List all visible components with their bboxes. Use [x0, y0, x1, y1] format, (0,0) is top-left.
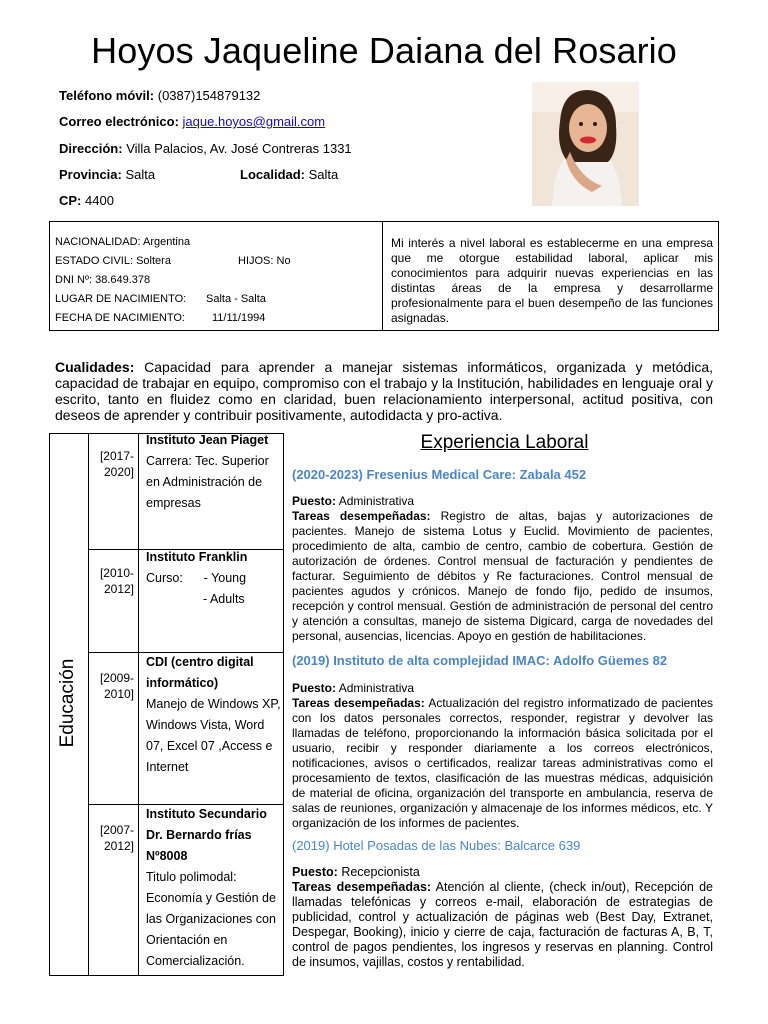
page-title: Hoyos Jaqueline Daiana del Rosario	[91, 30, 677, 71]
edu-entry	[146, 547, 281, 610]
edu-entry	[146, 804, 281, 972]
profile-photo	[532, 82, 639, 206]
nationality: NACIONALIDAD: Argentina	[55, 236, 191, 248]
post-value: Administrativa	[338, 494, 415, 508]
province-label: Provincia:	[59, 167, 122, 182]
edu-years: [2017- 2020]	[99, 449, 134, 479]
post-label: Puesto:	[292, 865, 338, 879]
edu-years: [2007- 2012]	[99, 823, 134, 853]
cp-line	[59, 193, 114, 208]
province-value: Salta	[125, 167, 156, 182]
box-divider	[382, 222, 383, 330]
education-table	[49, 433, 284, 976]
edu-institution: Instituto Franklin	[146, 550, 248, 564]
post-label: Puesto:	[292, 494, 337, 508]
birthplace-label: LUGAR DE NACIMIENTO:	[55, 293, 187, 305]
locality-value: Salta	[308, 167, 339, 182]
edu-detail: Carrera: Tec. Superior en Administración de empresas	[146, 454, 269, 510]
edu-years: [2009- 2010]	[99, 671, 134, 701]
locality-label: Localidad:	[240, 167, 306, 182]
phone-line	[59, 88, 260, 103]
tasks-label: Tareas desempeñadas:	[292, 509, 431, 523]
experience-title: Experiencia Laboral	[420, 432, 589, 453]
email-line	[59, 114, 325, 129]
birthdate-label: FECHA DE NACIMIENTO:	[55, 312, 185, 324]
tasks-text: Registro de altas, bajas y autorizaciones de pacientes. Manejo de sistema Lotus y Euclid. Movimiento de pacientes, procedimiento de alta, cambio de centro, cambio de cobertura. Gestión de autorización de órdenes. Control mensual de facturación y pendientes de facturar. Seguimiento de débitos y Re facturaciones. Control mensual de pacientes agudos y crónicos. Manejo de fondo fijo, pedido de insumos, recepción y control mensual. Gestión de administración de personal del centro y atención a consultas, manejo de sistema Digicard, carga de novedades del personal, ausencias, licencias. Apoyo en gestión de habilitaciones.	[292, 509, 713, 643]
post-value: Recepcionista	[341, 865, 420, 879]
civil-status: ESTADO CIVIL: Soltera	[55, 255, 171, 267]
tasks-label: Tareas desempeñadas:	[292, 880, 432, 894]
job-details	[292, 681, 713, 831]
phone-value: (0387)154879132	[157, 88, 261, 103]
tasks-text: Atención al cliente, (check in/out), Recepción de llamadas telefónicas y correos e-mail, elaboración de estrategias de publicidad, control y actualización de páginas web (Best Day, Extranet, Despegar, Booking), inicio y cierre de caja, facturación de facturas A, B, T, control de pagos pendientes, los ingresos y reservas en planning. Control de insumos, vajillas, costos y rentabilidad.	[292, 880, 713, 969]
job-details	[292, 865, 713, 970]
email-link[interactable]: jaque.hoyos@gmail.com	[182, 114, 326, 129]
edu-years: [2010- 2012]	[99, 566, 134, 596]
job-heading: (2020-2023) Fresenius Medical Care: Zabala 452	[292, 467, 587, 482]
edu-institution: CDI (centro digital informático)	[146, 655, 254, 690]
cp-label: CP:	[59, 193, 82, 208]
birthplace: Salta - Salta	[206, 293, 266, 305]
qualities-label: Cualidades:	[55, 359, 135, 375]
job-details	[292, 494, 713, 644]
edu-detail: - Adults	[203, 592, 245, 606]
edu-institution: Instituto Jean Piaget	[146, 433, 269, 447]
cp-value: 4400	[85, 193, 114, 208]
career-objective: Mi interés a nivel laboral es establecerme en una empresa que me otorgue estabilidad laboral, aplicar mis conocimientos para adquirir nuevas experiencias en las distintas áreas de la empresa y desarrollarme profesionalmente para el buen desempeño de las funciones asignadas.	[391, 236, 713, 325]
province-line	[59, 167, 155, 182]
post-value: Administrativa	[338, 681, 415, 695]
edu-entry	[146, 430, 281, 514]
job-heading: (2019) Instituto de alta complejidad IMAC: Adolfo Güemes 82	[292, 653, 668, 668]
phone-label: Teléfono móvil:	[59, 88, 155, 103]
edu-institution: Instituto Secundario Dr. Bernardo frías Nº8008	[146, 807, 267, 863]
tasks-text: Actualización del registro informatizado de pacientes con los datos personales correctos, responder, registrar y devolver las llamadas de teléfono, proporcionando la información básica solicitada por el usuario, recibir y responder diariamente a los correos electrónicos, notificaciones, avisos o certificados, realizar tareas administrativas como el procesamiento de textos, clasificación de las muestras médicas, adquisición de material de oficina, organización del transporte en ambulancia, reserva de salas de reuniones, organización y almacenaje de los informes médicos, etc. Y organización de los informes de pacientes.	[292, 696, 714, 830]
edu-col-divider	[88, 434, 89, 975]
education-label: Educación	[57, 658, 78, 748]
address-label: Dirección:	[59, 141, 123, 156]
edu-col-divider	[138, 434, 139, 975]
tasks-label: Tareas desempeñadas:	[292, 696, 425, 710]
qualities-text: Capacidad para aprender a manejar sistemas informáticos, organizada y metódica, capacidad de trabajar en equipo, compromiso con el trabajo y la Institución, habilidades en lenguaje oral y escrito, tanto en fluidez como en claridad, buen relacionamiento interpersonal, actitud positiva, con deseos de aprender y contribuir positivamente, autodidacta y pro-activa.	[55, 359, 714, 423]
edu-detail: Curso: - Young	[146, 571, 247, 585]
address-value: Villa Palacios, Av. José Contreras 1331	[126, 141, 352, 156]
job-heading: (2019) Hotel Posadas de las Nubes: Balcarce 639	[292, 838, 581, 853]
email-label: Correo electrónico:	[59, 114, 179, 129]
personal-info-box	[49, 221, 719, 331]
post-label: Puesto:	[292, 681, 337, 695]
address-line	[59, 141, 352, 156]
edu-detail: Manejo de Windows XP, Windows Vista, Word 07, Excel 07 ,Access e Internet	[146, 697, 281, 774]
edu-detail: Titulo polimodal: Economía y Gestión de las Organizaciones con Orientación en Comercialización.	[146, 870, 276, 968]
children: HIJOS: No	[238, 255, 291, 267]
dni: DNI Nº: 38.649.378	[55, 274, 151, 286]
edu-entry	[146, 652, 281, 778]
qualities	[55, 359, 713, 423]
locality-line	[240, 167, 338, 182]
birthdate: 11/11/1994	[212, 312, 266, 324]
